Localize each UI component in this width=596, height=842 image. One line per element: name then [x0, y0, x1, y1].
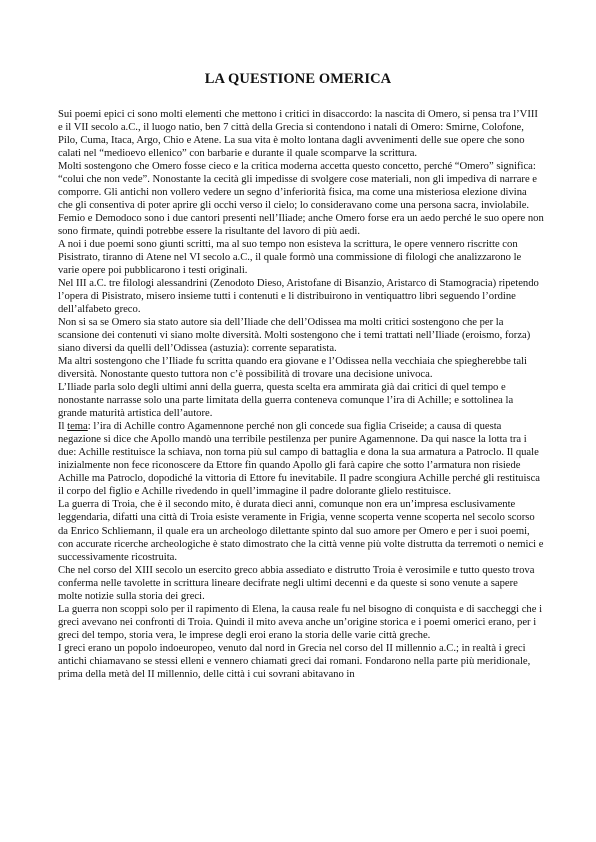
paragraph-iliad-scope: L’Iliade parla solo degli ultimi anni della guerra, questa scelta era ammirata già dai critici di quel tempo e nonostante narrasse solo una parte limitata della guerra conteneva comunque l’ira di Achille; e sottolinea la grande maturità artistica dell’autore.	[58, 382, 514, 420]
paragraph-historical-evidence: Che nel corso del XIII secolo un esercito greco abbia assediato e distrutto Troia è verosimile e tutto questo trova conferma nelle tavolette in scrittura lineare decifrate negli ultimi decenni e da queste si sono venute a sapere molte notizie sulla storia dei greci.	[58, 564, 535, 602]
paragraph-trojan-war: La guerra di Troia, che è il secondo mito, è durata dieci anni, comunque non era un’impresa esclusivamente leggendaria, difatti una città di Troia esiste veramente in Frigia, venne scoperta venne scoperta nel secolo scorso da Enrico Schliemann, il quale era un archeologo dilettante spinto dal suo amore per Omero e per i suoi poemi, con accurate ricerche archeologiche è stato dimostrato che la città venne più volte distrutta da terremoti o nemici e successivamente ricostruita.	[58, 499, 544, 563]
paragraph-separatist-theory: Non si sa se Omero sia stato autore sia dell’Iliade che dell’Odissea ma molti critici sostengono che per la scansione dei contenuti vi siano molte diversità. Molti sostengono che i temi trattati nell’Iliade (eroismo, forza) siano diversi da quelli dell’Odissea (astuzia): corrente separatista.	[58, 317, 531, 355]
paragraph-theme	[58, 420, 544, 498]
document-body	[58, 108, 544, 681]
paragraph-blindness: Molti sostengono che Omero fosse cieco e la critica moderna accetta questo concetto, perché “Omero” significa: “colui che non vede”. Nonostante la cecità gli impedisse di svolgere cose materiali, non gli impediva di narrare e comporre. Gli antichi non vollero vedere un segno d’inferiorità fisica, ma come una misteriosa elezione divina che gli consentiva di poter aprire gli occhi verso il cielo; lo consideravano come una persona sacra, inviolabile.	[58, 161, 538, 212]
paragraph-unitarian-theory: Ma altri sostengono che l’Iliade fu scritta quando era giovane e l’Odissea nella vecchiaia che spiegherebbe tali diversità. Nonostante questo tuttora non c’è possibilità di trovare una decisione univoca.	[58, 356, 527, 381]
theme-text: : l’ira di Achille contro Agamennone perché non gli concede sua figlia Criseide; a causa di questa negazione si dice che Apollo mandò una terribile pestilenza per punire Agamennone. Da qui nasce la lotta tra i due: Achille restituisce la schiava, non torna più sul campo di battaglia e dona la sua armatura a Patroclo. Il quale inizialmente non fece riconoscere da Ettore fin quando Apollo gli farà capire che sotto l’armatura non risiede Achille ma Patroclo, dopodiché la vittoria di Ettore fu inevitabile. Il padre scongiura Achille perché gli restituisca il corpo del figlio e Achille rivedendo in quell’immagine il padre dolorante glielo restituisce.	[58, 421, 540, 498]
paragraph-birth-of-homer: Sui poemi epici ci sono molti elementi che mettono i critici in disaccordo: la nascita di Omero, si pensa tra l’VIII e il VII secolo a.C., il luogo natio, ben 7 città della Grecia si contendono i natali di Omero: Smirne, Colofone, Pilo, Cuma, Itaca, Argo, Chio e Atene. La sua vita è molto lontana dagli avvenimenti delle sue opere che sono calati nel “medioevo ellenico” con barbarie e durante il quale scomparve la scrittura.	[58, 109, 538, 160]
paragraph-war-causes: La guerra non scoppì solo per il rapimento di Elena, la causa reale fu nel bisogno di conquista e di saccheggi che i greci avevano nei confronti di Troia. Quindi il mito aveva anche un’origine storica e i poemi omerici erano, per i greci del tempo, storia vera, le imprese degli eroi erano la storia delle varie città greche.	[58, 603, 543, 641]
theme-prefix: Il	[58, 421, 68, 433]
paragraph-alexandrian-philologists: Nel III a.C. tre filologi alessandrini (Zenodoto Dieso, Aristofane di Bisanzio, Aristarco di Stamogracia) ripetendo l’opera di Pisistrato, misero insieme tutti i contenuti e li distribuirono in ventiquattro libri seguendo l’ordine dell’alfabeto greco.	[58, 278, 539, 316]
theme-label: tema	[67, 421, 88, 433]
paragraph-greek-people: I greci erano un popolo indoeuropeo, venuto dal nord in Grecia nel corso del II millennio a.C.; in realtà i greci antichi chiamavano se stessi elleni e vennero chiamati greci dai romani. Fondarono nella parte più meridionale, prima della metà del II millennio, delle città i cui sovrani abitavano in	[58, 642, 531, 680]
paragraph-aedi: Femio e Demodoco sono i due cantori presenti nell’Iliade; anche Omero forse era un aedo perché le suo opere non sono firmate, quindi potrebbe essere la risultante del lavoro di più aedi.	[58, 213, 544, 238]
paragraph-pisistrato: A noi i due poemi sono giunti scritti, ma al suo tempo non esisteva la scrittura, le opere vennero riscritte con Pisistrato, tiranno di Atene nel VI secolo a.C., il quale formò una commissione di filologi che analizzarono le varie opere poi pubblicarono i testi originali.	[58, 239, 522, 277]
document-title: LA QUESTIONE OMERICA	[204, 71, 392, 87]
